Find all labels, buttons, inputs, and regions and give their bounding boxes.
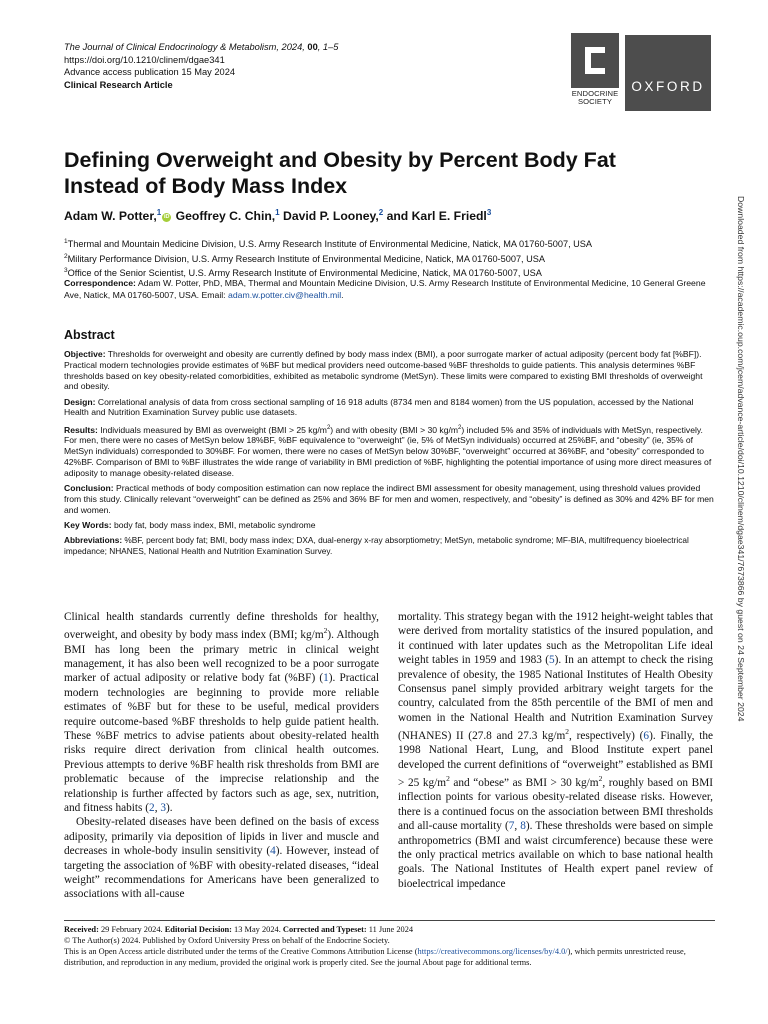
article-dates: Received: 29 February 2024. Editorial Decision: 13 May 2024. Corrected and Typeset: 11 June 2024 [64, 925, 414, 934]
reference-link[interactable]: 5 [549, 654, 555, 667]
reference-link[interactable]: 1 [323, 672, 329, 685]
abstract-results: Results: Individuals measured by BMI as overweight (BMI > 25 $kg/m^2$) and with obesity (BMI > 30 $kg/m^2$) included 5% and 35% of individuals with MetSyn, respectively. For men, there were no cases of MetSyn below 18%BF, %BF equivalence to “overweight” (ie, 5% of MetSyn individuals) occurred at 25%BF, and “obesity” (ie, 35% of MetSyn individuals) corresponded to 30%BF. For women, there were no cases of MetSyn below 30%BF, “overweight” occurred at 36%BF, and “obesity” corresponded to 42%BF. Comparison of BMI to %BF illustrates the wide range of variability in BMI prediction of %BF, highlighting the potential importance of using more direct measures of adiposity to manage obesity-related disease. [64, 424, 712, 478]
body-paragraph: mortality. This strategy began with the 1912 height-weight tables that were derived from mortality statistics of the insured population, and it continued with later updates such as the Metropolitan Life ideal weight tables in 1959 and 1983 (5). In an attempt to check the rising prevalence of obesity, the 1985 National Institutes of Health Obesity Consensus panel simply provided arbitrary weight targets for the country, calculated from the 85th percentile of the BMI of men and women in the National Health and Nutrition Examination Survey (NHANES) II (27.8 and 27.3 $kg/m^2$, respectively) (6). Finally, the 1998 National Heart, Lung, and Blood Institute expert panel developed the current definitions of “overweight” established as BMI > 25 $kg/m^2$ and “obese” as BMI > 30 $kg/m^2$, roughly based on BMI inflection points for various obesity-related disease risks. However, there is a continued focus on the association between BMI thresholds and all-cause mortality (7, 8). These thresholds were based on simple anthropometrics (BMI and waist circumference) because these were the only practical metrics available on which to base national health goals. The National Institutes of Health expert panel review of bioelectrical impedance [398, 611, 714, 890]
affiliation-ref[interactable]: 3 [486, 208, 492, 217]
journal-header [64, 41, 338, 91]
keywords: Key Words: body fat, body mass index, BMI, metabolic syndrome [64, 520, 316, 531]
body-paragraph: Clinical health standards currently define thresholds for healthy, overweight, and obesity by body mass index (BMI; $kg/m^2$). Although BMI has long been the primary metric in clinical weight management, it has also been well recognized to be a poor surrogate marker of actual adiposity or relative body fat (%BF) (1). Practical modern technologies are beginning to provide more reliable estimates of %BF but for these to be useful, medical providers require outcome-based %BF thresholds to help guide patient health. These %BF metrics to advise patients about obesity-related health risks require direct derivation from clinical health outcomes. Previous attempts to derive %BF health risk thresholds from BMI are problematic because of the imprecise relationship and the relationship is further affected by factors such as age, sex, nutrition, and fitness habits (2, 3). [64, 611, 379, 815]
author-name[interactable]: Geoffrey C. Chin, [175, 209, 276, 224]
copyright-notice: © The Author(s) 2024. Published by Oxford University Press on behalf of the Endocrine Society. [64, 936, 390, 945]
endocrine-society-logo-icon [571, 33, 619, 88]
affiliation-item: $^2$Military Performance Division, U.S. Army Research Institute of Environmental Medicine, Natick, MA 01760-5007, USA [64, 252, 546, 264]
reference-link[interactable]: 3 [160, 802, 166, 815]
article-footer [64, 920, 715, 968]
article-title: Defining Overweight and Obesity by Percent Body Fat Instead of Body Mass Index [64, 148, 616, 198]
endocrine-society-wordmark: ENDOCRINE SOCIETY [571, 89, 619, 106]
journal-citation: The Journal of Clinical Endocrinology & Metabolism, 2024, 00, 1–5 [64, 42, 339, 52]
download-watermark: Downloaded from https://academic.oup.com/jcem/advance-article/doi/10.1210/clinem/dgae341/7673866 by guest on 24 September 2024 [736, 196, 746, 722]
advance-access-date: Advance access publication 15 May 2024 [64, 67, 236, 77]
reference-link[interactable]: 7 [508, 820, 515, 833]
abstract-design: Design: Correlational analysis of data from cross sectional sampling of 16 918 adults (8734 men and 8184 women) from the US population, accessed by the National Health and Nutrition Examination Survey public use datasets. [64, 396, 694, 418]
license-notice: This is an Open Access article distributed under the terms of the Creative Commons Attribution License (https://creativecommons.org/licenses/by/4.0/), which permits unrestricted reuse, distribution, and reproduction in any medium, provided the original work is properly cited. See the journal About page for additional terms. [64, 947, 686, 967]
article-type: Clinical Research Article [64, 79, 173, 90]
abstract-body [64, 349, 715, 561]
author-list [64, 208, 491, 223]
reference-link[interactable]: 2 [149, 802, 155, 815]
body-paragraph: Obesity-related diseases have been defined on the basis of excess adiposity, primarily via deposition of lipids in liver and muscle and decreases in whole-body insulin sensitivity (4). However, instead of targeting the association of %BF with obesity-related diseases, “ideal weight” recommendations for Americans have been generalized to associations with all-cause [64, 816, 379, 901]
author-name[interactable]: Adam W. Potter, [64, 209, 157, 224]
abstract-heading: Abstract [64, 328, 115, 342]
doi-link[interactable]: https://doi.org/10.1210/clinem/dgae341 [64, 54, 225, 65]
publisher-logos [571, 31, 711, 111]
affiliation-item: $^3$Office of the Senior Scientist, U.S. Army Research Institute of Environmental Medicine, Natick, MA 01760-5007, USA [64, 267, 542, 279]
reference-link[interactable]: 8 [520, 820, 526, 833]
body-column-right [398, 610, 713, 891]
author-name[interactable]: David P. Looney, [283, 209, 379, 224]
affiliation-item: $^1$Thermal and Mountain Medicine Division, U.S. Army Research Institute of Environmental Medicine, Natick, MA 01760-5007, USA [64, 238, 593, 250]
body-column-left [64, 610, 379, 902]
abstract-objective: Objective: Thresholds for overweight and obesity are currently defined by body mass index (BMI), a poor surrogate marker of actual adiposity (percent body fat [%BF]). Practical modern technologies provide estimates of %BF but medical providers need outcome-based %BF thresholds to guide patients. This analysis determines %BF thresholds based on key obesity-related comorbidities, exhibited as metabolic syndrome (MetSyn). These limits were compared to existing BMI thresholds of overweight and obesity. [64, 349, 703, 392]
affiliation-ref[interactable]: 2 [378, 208, 384, 217]
correspondence: Correspondence: Adam W. Potter, PhD, MBA, Thermal and Mountain Medicine Division, U.S. Army Research Institute of Environmental Medicine, 10 General Greene Ave, Natick, MA 01760-5007, USA. Email: adam.w.potter.civ@health.mil. [64, 278, 706, 300]
reference-link[interactable]: 6 [643, 730, 650, 743]
license-link[interactable]: https://creativecommons.org/licenses/by/4.0/ [417, 947, 568, 956]
affiliation-ref[interactable]: 1 [156, 208, 162, 217]
oxford-logo: OXFORD [625, 35, 711, 111]
affiliation-ref[interactable]: 1 [275, 208, 280, 217]
abstract-conclusion: Conclusion: Practical methods of body composition estimation can now replace the indirect BMI assessment for obesity management, using threshold values provided from this study. Clinically relevant “overweight” can be defined as 25% and 36% BF for men and women, respectively, and “obesity” is defined as 30% and 42% BF for men and women. [64, 483, 714, 515]
author-name[interactable]: and Karl E. Friedl [386, 209, 487, 224]
reference-link[interactable]: 4 [270, 845, 276, 858]
email-link[interactable]: adam.w.potter.civ@health.mil [228, 289, 342, 300]
affiliations [64, 236, 592, 280]
orcid-icon[interactable]: iD [163, 214, 170, 221]
abbreviations: Abbreviations: %BF, percent body fat; BMI, body mass index; DXA, dual-energy x-ray absorptiometry; MetSyn, metabolic syndrome; MF-BIA, multifrequency bioelectrical impedance; NHANES, National Health and Nutrition Examination Survey. [64, 535, 689, 557]
